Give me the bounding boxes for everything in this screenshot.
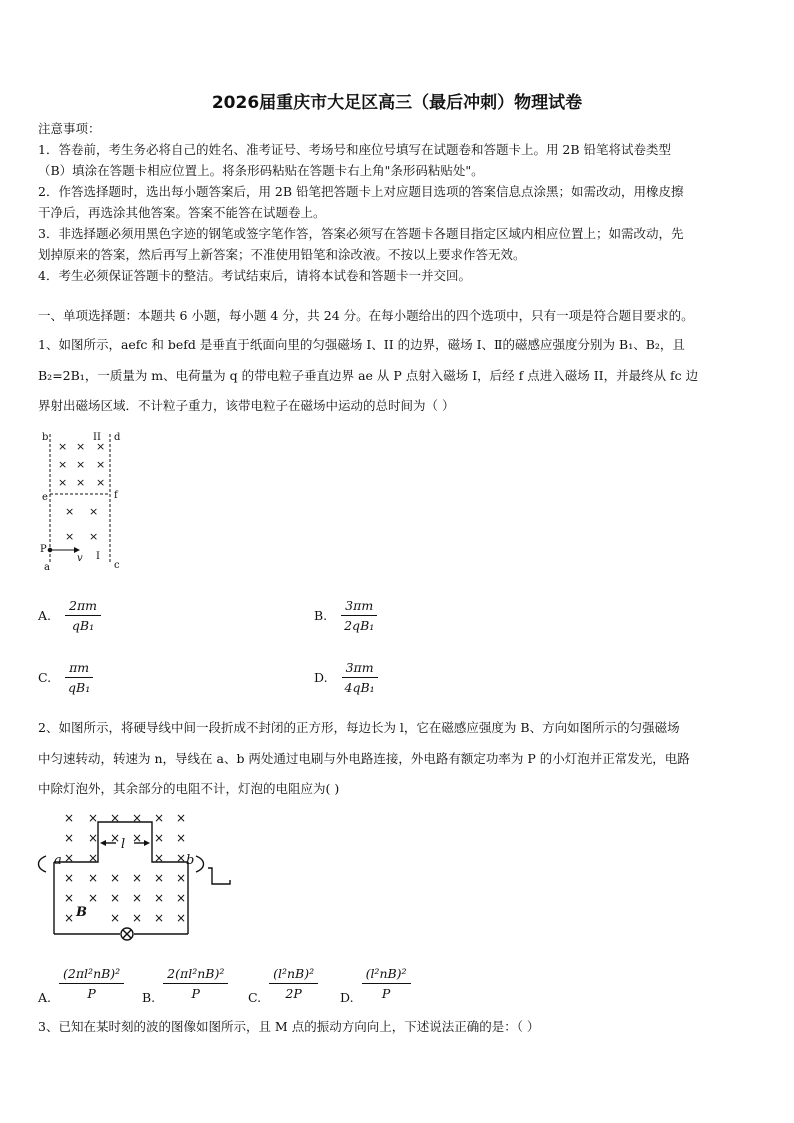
svg-text:×: × [64,871,75,885]
field-cross: × [58,440,68,453]
svg-text:×: × [88,891,99,905]
svg-text:×: × [154,831,165,845]
fraction-numerator: (l²nB)² [362,966,411,984]
option-label: A. [38,990,52,1005]
field-cross: × [89,505,99,518]
label-P: P [40,544,47,555]
field-cross: × [96,476,106,489]
fraction-denominator: 4qB₁ [344,680,375,695]
label-f: f [114,490,118,501]
field-cross: × [76,440,86,453]
section-heading: 一、单项选择题：本题共 6 小题，每小题 4 分，共 24 分。在每小题给出的四个选项中，只有一项是符合题目要求的。 [38,308,694,323]
notice-line: 4．考生必须保证答题卡的整洁。考试结束后，请将本试卷和答题卡一并交回。 [38,268,471,283]
q2-option-c[interactable] [248,962,318,1005]
fraction-denominator: P [87,986,96,1001]
fraction-numerator: πm [65,660,93,678]
option-label: D. [314,670,328,685]
svg-text:×: × [176,831,187,845]
svg-text:×: × [154,891,165,905]
svg-text:×: × [176,811,187,825]
fraction-denominator: P [191,986,200,1001]
fraction-numerator: 2(πl²nB)² [163,966,228,984]
label-v: v [77,553,83,564]
svg-text:×: × [64,911,75,925]
option-fraction [342,660,378,695]
field-cross: × [76,458,86,471]
notice-line: （B）填涂在答题卡相应位置上。将条形码粘贴在答题卡右上角"条形码粘贴处"。 [38,163,484,178]
notice-line: 划掉原来的答案，然后再写上新答案；不准使用铅笔和涂改液。不按以上要求作答无效。 [38,247,526,262]
option-fraction [59,966,124,1001]
field-cross: × [65,530,75,543]
option-label: B. [314,608,328,623]
fraction-numerator: 2πm [65,598,101,616]
svg-text:×: × [176,891,187,905]
q2-option-d[interactable] [340,962,411,1005]
svg-text:×: × [64,851,75,865]
field-cross: × [89,530,99,543]
svg-text:×: × [64,831,75,845]
label-a: a [54,853,62,868]
notice-line: 3．非选择题必须用黑色字迹的钢笔或签字笔作答，答案必须写在答题卡各题目指定区域内相应位置上；如需改动，先 [38,226,684,241]
svg-text:×: × [110,911,121,925]
q1-option-c[interactable] [38,660,93,695]
question-1-figure [38,428,138,574]
label-II: II [93,432,101,443]
svg-text:×: × [88,831,99,845]
q2-option-a[interactable] [38,962,124,1005]
fraction-denominator: P [381,986,391,1001]
svg-text:×: × [154,911,165,925]
label-b: b [42,432,49,443]
q1-option-a[interactable] [38,598,101,633]
svg-text:×: × [88,811,99,825]
option-fraction [65,660,93,695]
field-cross: × [58,476,68,489]
question-2-figure [34,810,244,944]
option-fraction [65,598,101,633]
label-B: B [76,905,87,920]
question-1-text: 1、如图所示，aefc 和 befd 是垂直于纸面向里的匀强磁场 I、II 的边界，磁场 I、Ⅱ的磁感应强度分别为 B₁、B₂，且 [38,337,685,352]
option-fraction [269,966,318,1001]
option-fraction [362,966,411,1001]
field-cross: × [65,505,75,518]
fraction-denominator: 2P [285,986,302,1001]
svg-text:×: × [110,831,121,845]
fraction-numerator: 3πm [341,598,377,616]
label-d: d [114,432,121,443]
svg-text:×: × [132,831,143,845]
question-1-text: B₂=2B₁，一质量为 m、电荷量为 q 的带电粒子垂直边界 ae 从 P 点射入磁场 I，后经 f 点进入磁场 II，并最终从 fc 边 [38,368,699,383]
option-label: C. [248,990,262,1005]
svg-text:×: × [64,891,75,905]
question-2-text: 2、如图所示，将硬导线中间一段折成不封闭的正方形，每边长为 l，它在磁感应强度为 B、方向如图所示的匀强磁场 [38,720,680,735]
field-cross: × [96,458,106,471]
question-2-text: 中除灯泡外，其余部分的电阻不计，灯泡的电阻应为( ) [38,781,340,796]
svg-text:×: × [110,871,121,885]
svg-text:×: × [132,891,143,905]
q1-option-d[interactable] [314,660,378,695]
svg-text:×: × [154,851,165,865]
label-I: I [96,551,100,562]
fraction-denominator: qB₁ [68,680,91,695]
svg-text:×: × [64,811,75,825]
question-1-text: 界射出磁场区域．不计粒子重力，该带电粒子在磁场中运动的总时间为（ ） [38,398,455,413]
svg-text:×: × [132,871,143,885]
option-label: D. [340,990,354,1005]
svg-text:×: × [132,811,143,825]
option-label: B. [142,990,156,1005]
notice-line: 2．作答选择题时，选出每小题答案后，用 2B 铅笔把答题卡上对应题目选项的答案信息点涂黑；如需改动，用橡皮擦 [38,184,684,199]
q2-option-b[interactable] [142,962,228,1005]
svg-text:×: × [110,891,121,905]
notice-heading: 注意事项： [38,121,101,136]
field-cross: × [96,440,106,453]
label-l: l [121,837,126,852]
field-cross: × [58,458,68,471]
q1-option-b[interactable] [314,598,377,633]
fraction-numerator: (2πl²nB)² [59,966,124,984]
svg-text:×: × [88,851,99,865]
notice-line: 干净后，再选涂其他答案。答案不能答在试题卷上。 [38,205,326,220]
label-e: e [42,492,48,503]
fraction-numerator: (l²nB)² [269,966,318,984]
svg-text:×: × [132,911,143,925]
svg-text:×: × [88,871,99,885]
option-label: C. [38,670,52,685]
svg-text:×: × [176,851,187,865]
page-title: 2026届重庆市大足区高三（最后冲刺）物理试卷 [211,93,583,113]
label-c: c [114,560,120,571]
svg-text:×: × [154,871,165,885]
svg-text:×: × [110,811,121,825]
svg-text:×: × [176,911,187,925]
question-2-text: 中匀速转动，转速为 n，导线在 a、b 两处通过电刷与外电路连接，外电路有额定功率为 P 的小灯泡并正常发光，电路 [38,751,690,766]
question-3-text: 3、已知在某时刻的波的图像如图所示，且 M 点的振动方向向上，下述说法正确的是：（ ） [38,1019,540,1034]
fraction-denominator: 2qB₁ [344,618,375,633]
field-cross: × [76,476,86,489]
fraction-denominator: qB₁ [71,618,95,633]
option-fraction [163,966,228,1001]
label-a: a [44,562,50,573]
svg-text:×: × [154,811,165,825]
label-b: b [186,853,195,868]
option-label: A. [38,608,52,623]
option-fraction [341,598,377,633]
svg-text:×: × [176,871,187,885]
notice-line: 1．答卷前，考生务必将自己的姓名、准考证号、考场号和座位号填写在试题卷和答题卡上。用 2B 铅笔将试卷类型 [38,142,672,157]
fraction-numerator: 3πm [342,660,378,678]
